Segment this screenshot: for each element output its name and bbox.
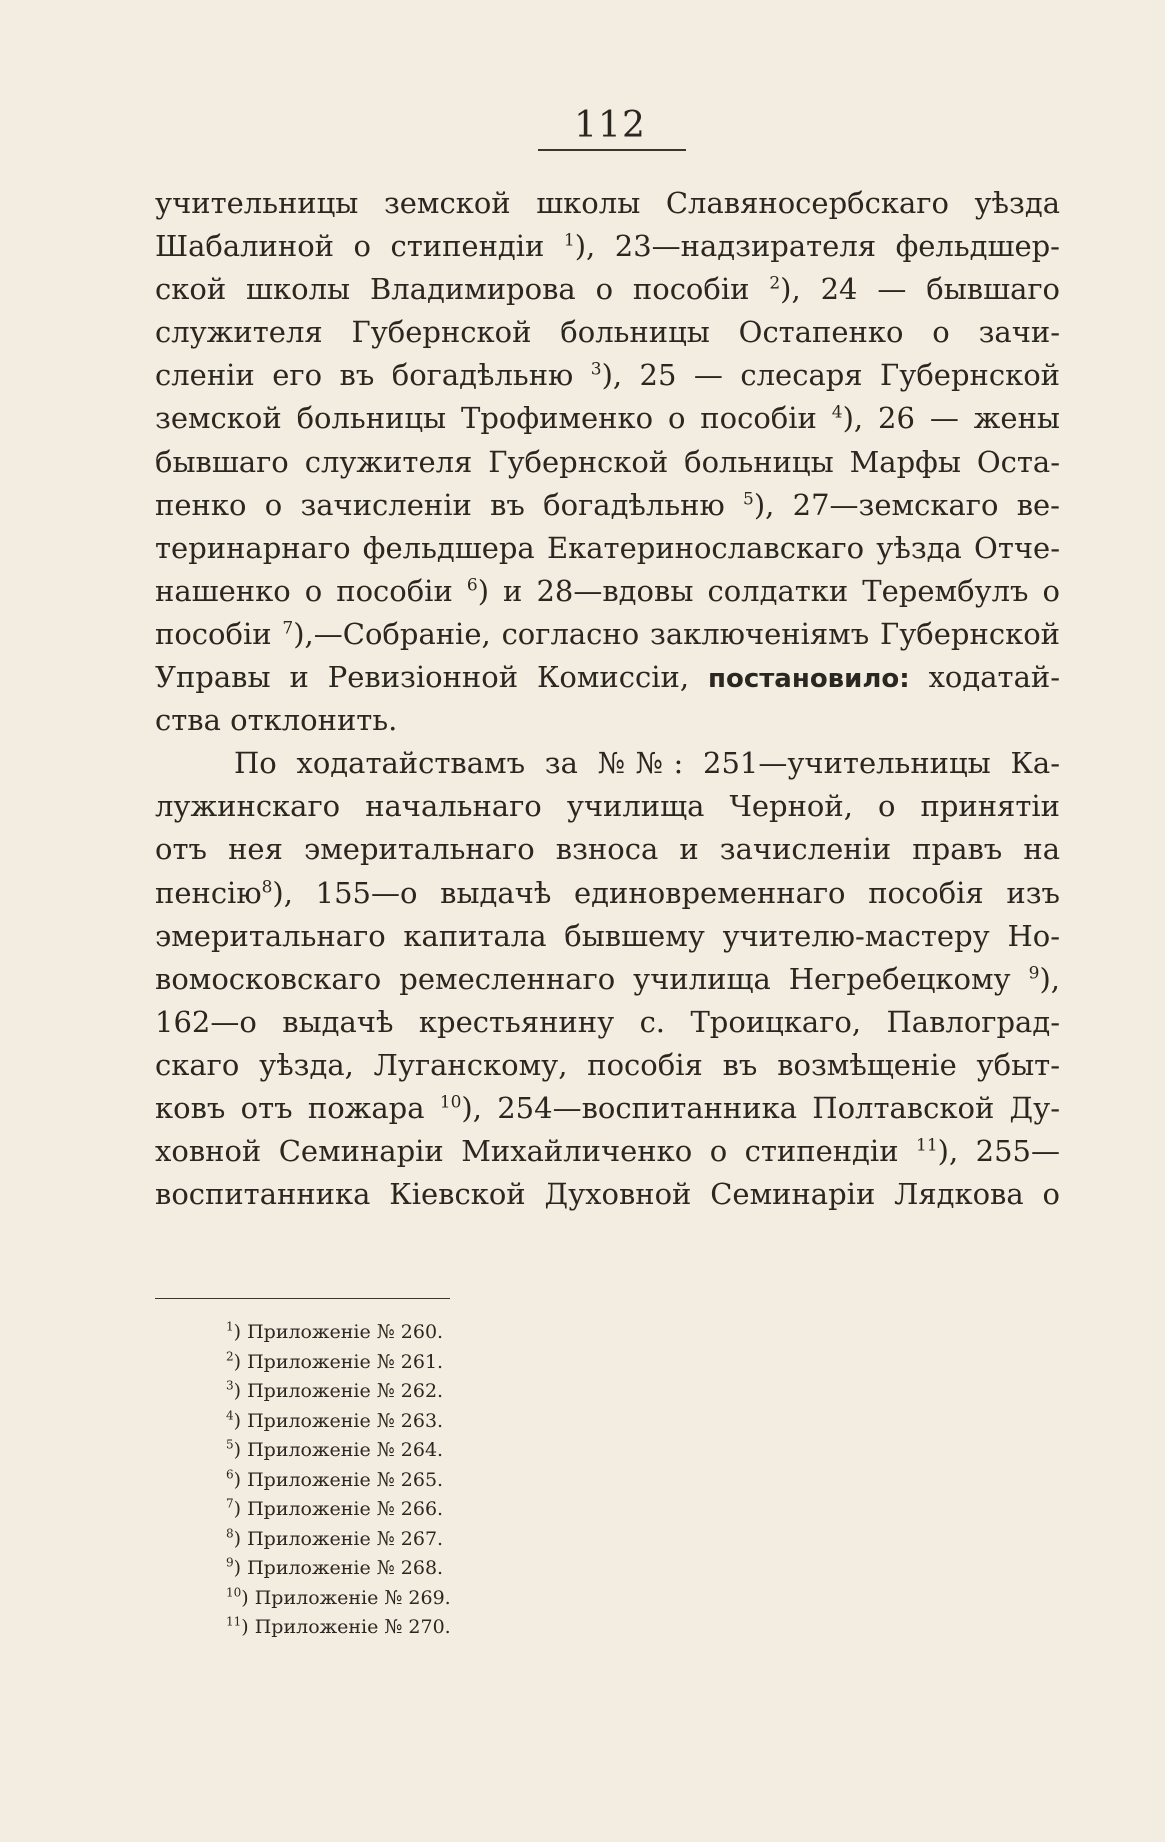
text-line: 162—о выдачѣ крестьянину с. Троицкаго, Павлоград- [155,1004,1060,1039]
text-line: скаго уѣзда, Луганскому, пособія въ возмѣщеніе убыт- [155,1047,1060,1082]
footnote-mark: 8 [226,1526,234,1541]
text-line: пенко о зачисленіи въ богадѣльню $^5$), 27—земскаго ве- [155,487,1060,522]
footnote-ref: 2 [769,273,781,294]
footnote-mark: 10 [226,1585,242,1600]
footnote-ref: 10 [439,1092,462,1113]
footnote-mark: 6 [226,1467,234,1482]
footnote-rule [155,1298,450,1299]
footnote: $^5$) Приложеніе № 264. [226,1437,444,1461]
text-line: эмеритальнаго капитала бывшему учителю-мастеру Но- [155,918,1060,953]
text-line: вомосковскаго ремесленнаго училища Негребецкому $^9$), [155,961,1060,996]
text-line: учительницы земской школы Славяносербскаго уѣзда [155,186,1060,220]
footnote-ref: 8 [261,876,273,897]
footnote-ref: 11 [916,1135,938,1156]
footnote-mark: 3 [226,1378,234,1393]
paragraph-start-line: По ходатайствамъ за №№: 251—учительницы Ка- [234,746,1060,781]
text-line: лужинскаго начальнаго училища Черной, о принятіи [155,789,1060,824]
text-line: пособіи $^7$),—Собраніе, согласно заключеніямъ Губернской [155,616,1060,651]
body-text [155,182,1060,1216]
text-line: сленіи его въ богадѣльню $^3$), 25 — слесаря Губернской [155,358,1060,393]
footnote-ref: 1 [563,230,575,251]
footnote-mark: 11 [226,1614,242,1629]
text-line: ской школы Владимирова о пособіи $^2$), 24 — бывшаго [155,272,1061,307]
footnote-mark: 2 [226,1349,234,1364]
text-line: бывшаго служителя Губернской больницы Марфы Оста- [155,444,1060,479]
text-line: воспитанника Кіевской Духовной Семинаріи Лядкова о [155,1177,1060,1212]
footnote: $^{11}$) Приложеніе № 270. [226,1614,451,1638]
text-line: пенсію$^8$), 155—о выдачѣ единовременнаго пособія изъ [155,875,1060,910]
text-line: земской больницы Трофименко о пособіи $^4$), 26 — жены [155,401,1060,436]
text-line: теринарнаго фельдшера Екатеринославскаго уѣзда Отче- [155,530,1060,565]
footnote-mark: 1 [226,1319,234,1334]
footnote-ref: 7 [282,618,294,639]
footnote: $^7$) Приложеніе № 266. [226,1496,444,1520]
text-line: Управы и Ревизіонной Комиссіи, постановило: ходатай- [155,660,1061,695]
text-line: ства отклонить. [155,703,398,738]
header-rule [538,149,686,151]
footnote: $^4$) Приложеніе № 263. [226,1408,444,1432]
footnote: $^9$) Приложеніе № 268. [226,1555,444,1579]
resolution-word: постановило: [708,664,910,695]
footnote: $^6$) Приложеніе № 265. [226,1467,444,1491]
page-number: 112 [574,105,646,146]
text-line: нашенко о пособіи $^6$) и 28—вдовы солдатки Терембулъ о [155,573,1060,608]
footnote-ref: 4 [831,402,843,423]
text-line: отъ нея эмеритальнаго взноса и зачисленіи правъ на [155,832,1060,867]
footnote: $^8$) Приложеніе № 267. [226,1526,444,1550]
footnote-ref: 5 [743,489,754,509]
footnotes [226,1318,626,1643]
footnote: $^2$) Приложеніе № 261. [226,1349,444,1373]
text-line: Шабалиной о стипендіи $^1$), 23—надзирателя фельдшер- [155,229,1060,264]
text-line: служителя Губернской больницы Остапенко о зачи- [155,315,1060,350]
footnote-mark: 9 [226,1555,234,1570]
footnote-mark: 5 [226,1437,234,1452]
footnote: $^1$) Приложеніе № 260. [226,1319,444,1343]
footnote-ref: 6 [466,575,478,596]
footnote-mark: 7 [226,1496,234,1511]
footnote: $^{10}$) Приложеніе № 269. [226,1585,451,1609]
footnote-ref: 3 [590,359,602,380]
footnote-ref: 9 [1028,963,1040,984]
footnote-mark: 4 [226,1408,234,1423]
text-line: ховной Семинаріи Михайличенко о стипендіи $^{11}$), 255— [155,1134,1060,1169]
text-line: ковъ отъ пожара $^{10}$), 254—воспитанника Полтавской Ду- [155,1090,1060,1125]
footnote: $^3$) Приложеніе № 262. [226,1378,444,1402]
